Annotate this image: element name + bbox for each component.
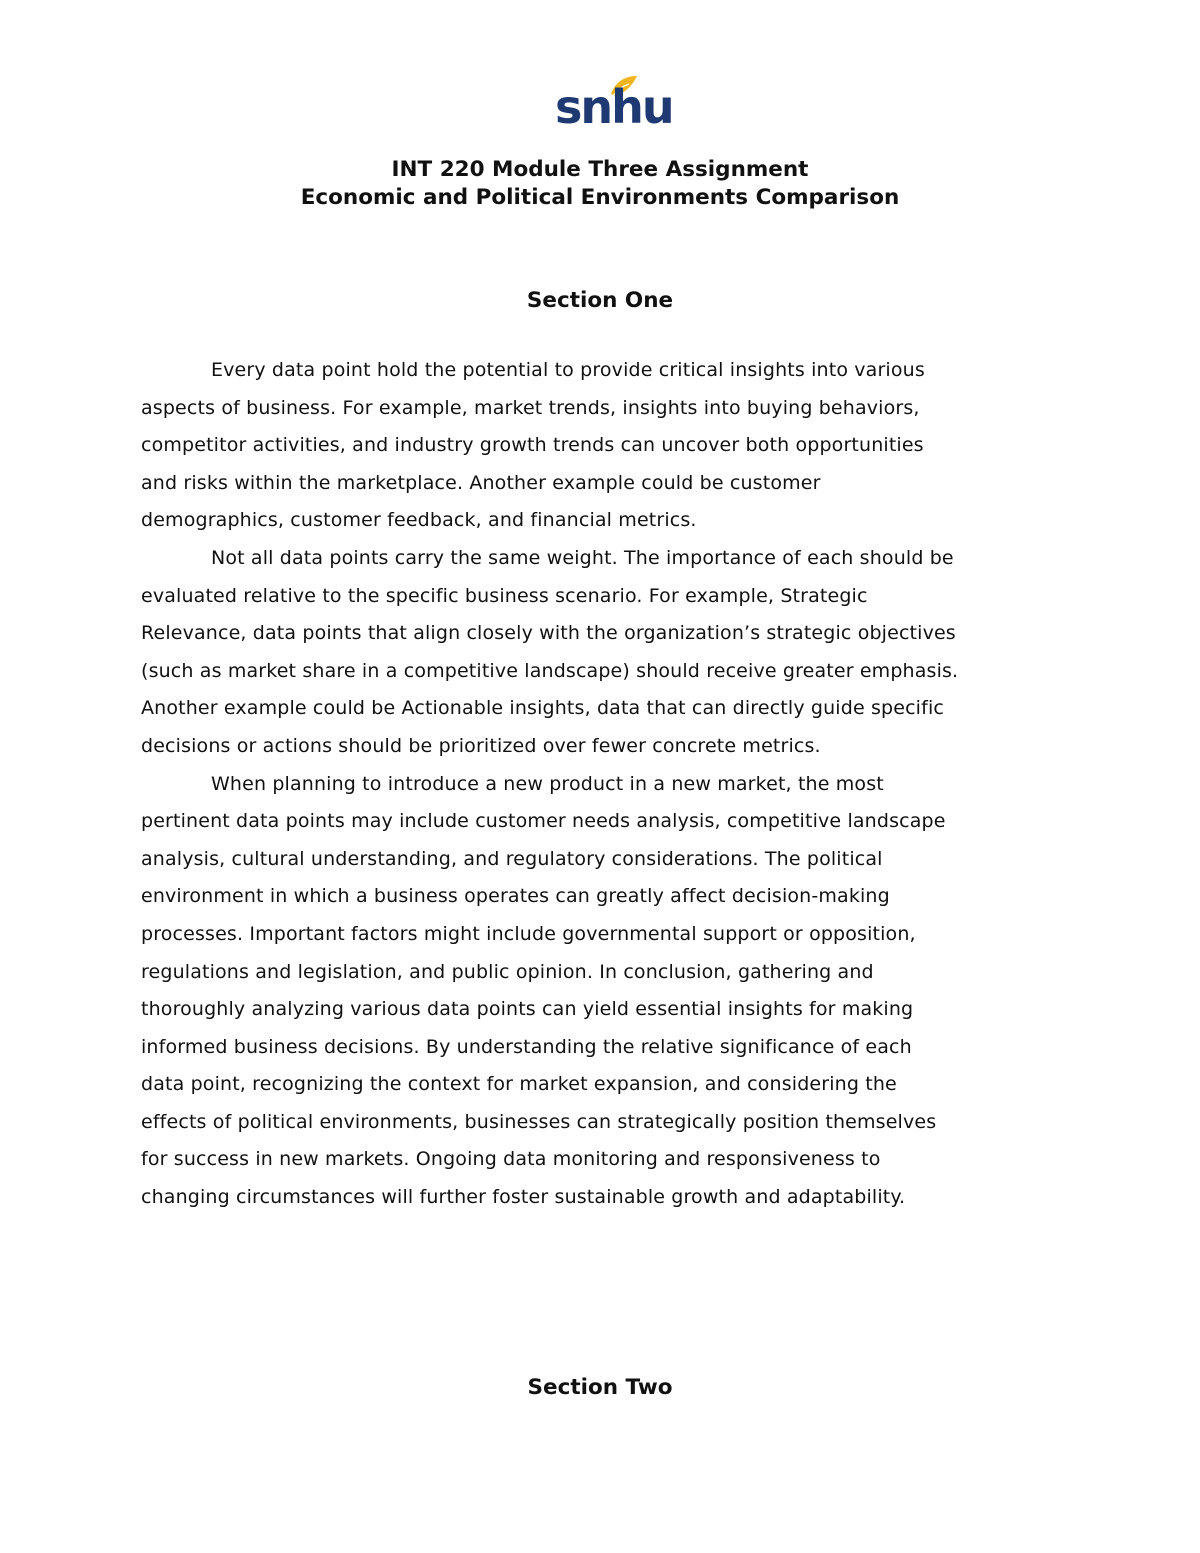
paragraph-line: Every data point hold the potential to provide critical insights into various <box>211 359 925 381</box>
logo-wordmark: snhu <box>555 80 673 134</box>
paragraph-line: Relevance, data points that align closely with the organization’s strategic objectives <box>141 622 956 645</box>
paragraph-line: regulations and legislation, and public opinion. In conclusion, gathering and <box>141 960 874 983</box>
paragraph-line: analysis, cultural understanding, and regulatory considerations. The political <box>141 847 883 870</box>
paragraph-line: decisions or actions should be prioritized over fewer concrete metrics. <box>141 734 821 757</box>
document-title <box>0 156 1200 212</box>
paragraph-line: demographics, customer feedback, and financial metrics. <box>141 509 697 532</box>
paragraph-line: When planning to introduce a new product in a new market, the most <box>211 772 884 795</box>
paragraph-line: aspects of business. For example, market trends, insights into buying behaviors, <box>141 396 920 419</box>
paragraph-line: competitor activities, and industry growth trends can uncover both opportunities <box>141 434 924 457</box>
paragraph-line: effects of political environments, businesses can strategically position themselves <box>141 1110 937 1133</box>
paragraph-line: thoroughly analyzing various data points can yield essential insights for making <box>141 998 914 1021</box>
section-two-heading: Section Two <box>527 1375 673 1400</box>
paragraph-line: Another example could be Actionable insights, data that can directly guide specific <box>141 697 944 720</box>
paragraph-line: Not all data points carry the same weight. The importance of each should be <box>211 546 954 569</box>
paragraph-line: (such as market share in a competitive landscape) should receive greater emphasis. <box>141 659 959 682</box>
title-line-course: INT 220 Module Three Assignment <box>391 157 809 182</box>
section-one-heading: Section One <box>526 288 674 313</box>
paragraph-line: for success in new markets. Ongoing data monitoring and responsiveness to <box>141 1148 881 1171</box>
paragraph-line: environment in which a business operates can greatly affect decision-making <box>141 885 890 908</box>
section-one-body <box>141 352 1059 1217</box>
paragraph-line: evaluated relative to the specific business scenario. For example, Strategic <box>141 584 868 607</box>
paragraph-line: processes. Important factors might include governmental support or opposition, <box>141 922 916 945</box>
paragraph-line: pertinent data points may include customer needs analysis, competitive landscape <box>141 810 946 833</box>
title-line-subject: Economic and Political Environments Comparison <box>300 185 900 210</box>
paragraph-line: data point, recognizing the context for market expansion, and considering the <box>141 1073 897 1096</box>
paragraph-line: changing circumstances will further foster sustainable growth and adaptability. <box>141 1186 906 1209</box>
paragraph-line: and risks within the marketplace. Another example could be customer <box>141 471 821 494</box>
paragraph-line: informed business decisions. By understanding the relative significance of each <box>141 1035 912 1058</box>
snhu-logo <box>553 72 673 134</box>
